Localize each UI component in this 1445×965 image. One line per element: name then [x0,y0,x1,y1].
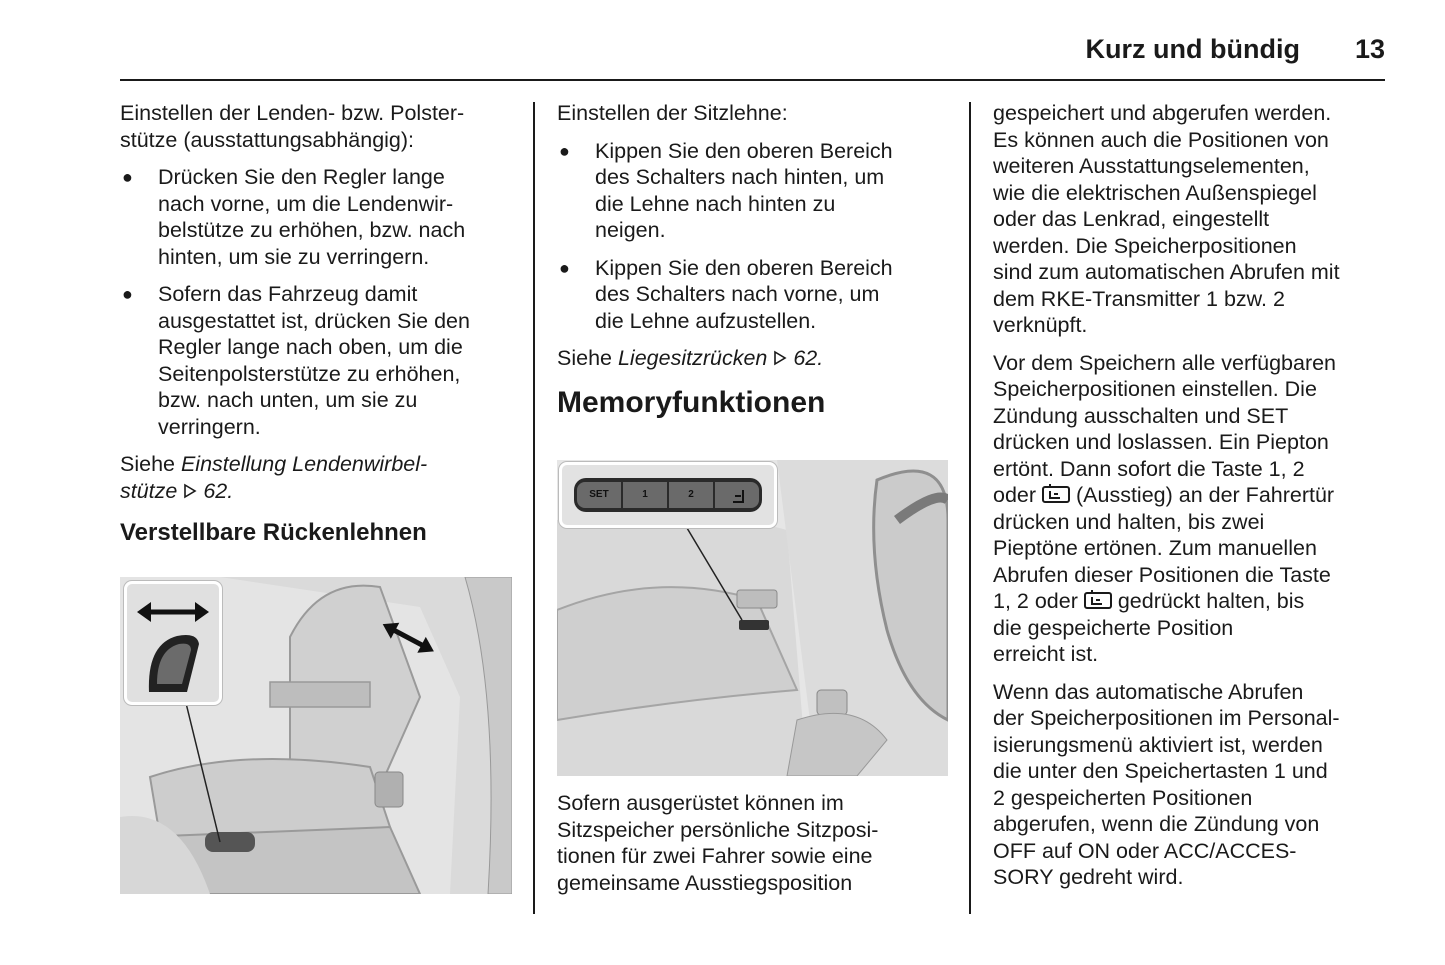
bullet-dot-icon: ● [559,140,570,161]
list-item [120,164,515,270]
ref-arrow-icon [183,483,197,499]
memory-exit-button[interactable] [715,482,759,508]
cross-reference [120,451,515,504]
subheading: Verstellbare Rückenlehnen [120,519,427,546]
memory-paragraph-1: gespeichert und abgerufen werden. Es können auch die Positionen von weiteren Ausstattungselementen, wie die elektrischen Außenspiegel oder das Lenkrad, eingestellt werden. Die Speicherpositionen sind zum automatischen Abrufen mit dem RKE-Transmitter 1 bzw. 2 verknüpft. [993,101,1340,337]
memory-set-button[interactable]: SET [577,482,621,508]
seat-recline-figure [120,577,512,894]
bullet-dot-icon: ● [122,167,133,187]
memory-2-button[interactable]: 2 [669,482,713,508]
running-header-title: Kurz und bündig [1085,34,1300,64]
memory-caption-block [557,790,952,907]
memory-paragraph-3: Wenn das automatische Abrufen der Speicherpositionen im Personal- isierungsmenü aktiviert ist, werden die unter den Speichertasten 1 und 2 gespeicherten Positionen abgerufen, wenn die Zündung von OFF auf ON oder ACC/ACCES- SORY gedreht wird. [993,679,1340,889]
memory-caption: Sofern ausgerüstet können im Sitzspeicher persönliche Sitzposi- tionen für zwei Fahrer sowie eine gemeinsame Ausstiegsposition [557,791,879,895]
memory-1-button[interactable]: 1 [623,482,667,508]
p2-text-a: Vor dem Speichern alle verfügbaren Speicherpositionen einstellen. Die Zündung ausschalten und SET drücken und loslassen. Ein Piepton ertönt. Dann sofort die Taste 1, 2 oder [993,350,1337,507]
see-page: 62. [197,478,234,503]
seat-exit-memory-icon [1042,484,1070,504]
list-item [557,255,952,335]
memory-switch-inset [559,462,777,528]
ref-arrow-icon [773,350,787,366]
page-number: 13 [1354,34,1385,64]
see-reference-link[interactable]: Liegesitzrücken [617,346,768,370]
lumbar-intro: Einstellen der Lenden- bzw. Polster- stütze (ausstattungsabhängig): [120,101,465,152]
section-heading: Memoryfunktionen [557,385,826,419]
seat-exit-memory-icon [1084,590,1112,610]
column-3 [993,100,1388,902]
see-prefix: Siehe [120,452,181,476]
memory-buttons-figure [557,460,948,776]
p2-text-b: (Ausstieg) an der Fahrertür drücken und halten, bis zwei Pieptöne ertönen. Zum manuellen Abrufen dieser Positionen die Taste 1, 2 oder [993,483,1335,613]
double-arrow-icon [127,584,219,702]
list-item [557,138,952,244]
column-divider-2 [969,102,971,914]
column-1 [120,100,515,548]
see-reference-link[interactable]: Einstellung Lendenwirbel- stütze [120,452,428,503]
see-prefix: Siehe [557,346,618,370]
bullet-dot-icon: ● [122,284,133,304]
column-2 [557,100,952,420]
bullet-text: Sofern das Fahrzeug damit ausgestattet ist, drücken Sie den Regler lange nach oben, um die Seitenpolsterstütze zu erhöhen, bzw. nach unten, um sie zu verringern. [158,282,470,439]
header-rule [120,79,1385,81]
see-page: 62. [787,346,824,370]
recline-intro: Einstellen der Sitzlehne: [557,101,788,125]
bullet-dot-icon: ● [559,257,570,278]
column-divider-1 [533,102,535,914]
list-item [120,281,515,440]
bullet-text: Drücken Sie den Regler lange nach vorne, um die Lendenwir- belstütze zu erhöhen, bzw. nach hinten, um sie zu verringern. [158,165,466,269]
bullet-text: Kippen Sie den oberen Bereich des Schalters nach hinten, um die Lehne nach hinten zu neigen. [595,138,893,242]
switch-inset [124,581,222,705]
memory-button-strip [574,478,762,512]
seat-exit-icon [715,482,759,508]
bullet-text: Kippen Sie den oberen Bereich des Schalters nach vorne, um die Lehne aufzustellen. [595,255,893,333]
p2-text-c: gedrückt halten, bis die gespeicherte Position erreicht ist. [993,589,1305,666]
cross-reference [557,345,952,372]
memory-paragraph-2 [993,350,1388,668]
